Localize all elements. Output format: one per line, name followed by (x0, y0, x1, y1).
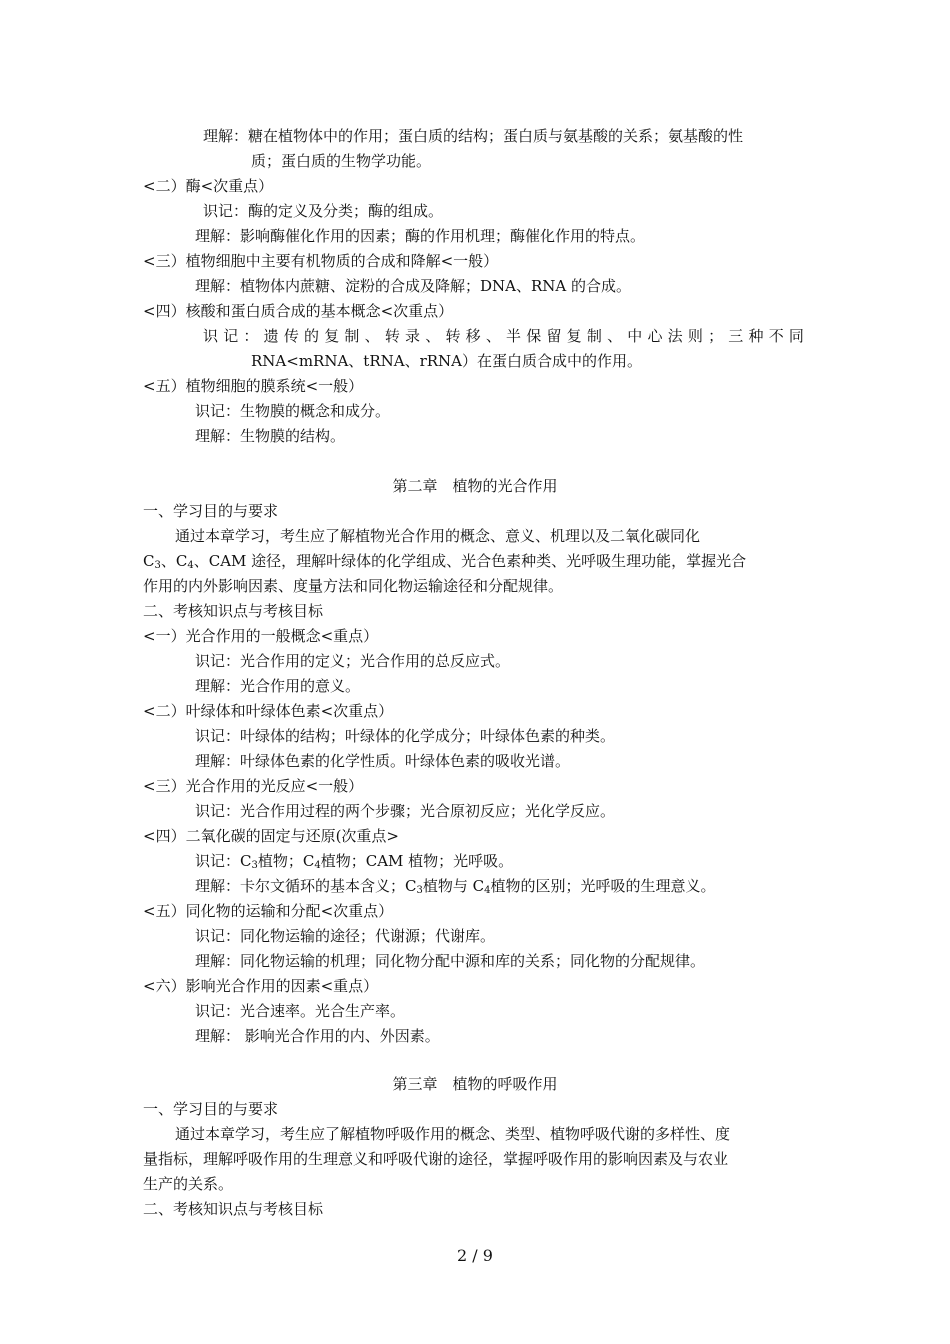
glyph: 复 (566, 327, 582, 345)
text-line: 识记：生物膜的概念和成分。 (195, 402, 391, 420)
glyph: 复 (324, 327, 340, 345)
text-line: 理解：光合作用的意义。 (195, 677, 361, 695)
glyph: 三 (728, 327, 744, 345)
glyph: 识 (203, 327, 219, 345)
glyph: 制 (586, 327, 602, 345)
glyph: 保 (526, 327, 542, 345)
glyph: 不 (768, 327, 784, 345)
glyph: 、 (364, 327, 380, 345)
section-heading: <三）植物细胞中主要有机物质的合成和降解<一般） (143, 252, 499, 270)
text-line: 理解： 影响光合作用的内、外因素。 (195, 1027, 440, 1045)
glyph: 、 (485, 327, 501, 345)
paragraph-line: $C_3$、$C_4$、CAM 途径，理解叶绿体的化学组成、光合色素种类、光呼吸生理功能，掌握光合 (143, 552, 747, 571)
glyph: 转 (384, 327, 400, 345)
subsection-heading: <五）同化物的运输和分配<次重点） (143, 902, 394, 920)
text-line: 理解：影响酶催化作用的因素；酶的作用机理；酶催化作用的特点。 (195, 227, 646, 245)
subsection-heading: <四）二氧化碳的固定与还原(次重点> (143, 827, 399, 845)
section-heading: <四）核酸和蛋白质合成的基本概念<次重点） (143, 302, 454, 320)
subsection-heading: <六）影响光合作用的因素<重点） (143, 977, 379, 995)
glyph: 则 (687, 327, 703, 345)
chapter-title: 第三章 植物的呼吸作用 (392, 1075, 558, 1093)
text-line: 理解：卡尔文循环的基本含义；$C_3$植物与 $C_4$植物的区别；光呼吸的生理意义。 (195, 877, 716, 896)
section-heading: <五）植物细胞的膜系统<一般） (143, 377, 364, 395)
glyph: 法 (667, 327, 683, 345)
glyph: 、 (425, 327, 441, 345)
text-line: 识记：同化物运输的途径；代谢源；代谢库。 (195, 927, 496, 945)
glyph: 转 (445, 327, 461, 345)
glyph: 录 (405, 327, 421, 345)
glyph: 留 (546, 327, 562, 345)
glyph: 中 (627, 327, 643, 345)
section-heading: 一、学习目的与要求 (143, 502, 279, 520)
subsection-heading: <二）叶绿体和叶绿体色素<次重点） (143, 702, 394, 720)
text-line: 识记：光合作用的定义；光合作用的总反应式。 (195, 652, 511, 670)
glyph: 传 (283, 327, 299, 345)
text-line: 理解：植物体内蔗糖、淀粉的合成及降解；DNA、RNA 的合成。 (195, 277, 632, 295)
text-line: 理解：生物膜的结构。 (195, 427, 346, 445)
text-line: 识记：光合速率。光合生产率。 (195, 1002, 406, 1020)
paragraph-line: 通过本章学习，考生应了解植物光合作用的概念、意义、机理以及二氧化碳同化 (175, 527, 701, 545)
text-line: 识记：$C_3$植物；$C_4$植物；CAM 植物；光呼吸。 (195, 852, 514, 871)
glyph: 同 (788, 327, 804, 345)
glyph: 、 (607, 327, 623, 345)
glyph: 的 (304, 327, 320, 345)
section-heading: 二、考核知识点与考核目标 (143, 602, 324, 620)
paragraph-line: 通过本章学习，考生应了解植物呼吸作用的概念、类型、植物呼吸代谢的多样性、度 (175, 1125, 731, 1143)
subsection-heading: <一）光合作用的一般概念<重点） (143, 627, 379, 645)
glyph: ： (243, 327, 259, 345)
glyph: 半 (506, 327, 522, 345)
paragraph-line: 量指标，理解呼吸作用的生理意义和呼吸代谢的途径，掌握呼吸作用的影响因素及与农业 (143, 1150, 729, 1168)
justified-text-line (203, 326, 804, 346)
text-line: 理解：叶绿体色素的化学性质。叶绿体色素的吸收光谱。 (195, 752, 571, 770)
paragraph-line: 作用的内外影响因素、度量方法和同化物运输途径和分配规律。 (143, 577, 564, 595)
text-line: 识记：酶的定义及分类；酶的组成。 (203, 202, 444, 220)
glyph: 移 (465, 327, 481, 345)
glyph: 种 (748, 327, 764, 345)
text-line: RNA<mRNA、tRNA、rRNA）在蛋白质合成中的作用。 (251, 352, 642, 370)
text-line: 质；蛋白质的生物学功能。 (251, 152, 432, 170)
glyph: 制 (344, 327, 360, 345)
text-line: 识记：叶绿体的结构；叶绿体的化学成分；叶绿体色素的种类。 (195, 727, 616, 745)
chapter-title: 第二章 植物的光合作用 (392, 477, 558, 495)
paragraph-line: 生产的关系。 (143, 1175, 234, 1193)
glyph: ； (708, 327, 724, 345)
glyph: 记 (223, 327, 239, 345)
section-heading: 一、学习目的与要求 (143, 1100, 279, 1118)
page-number: 2 / 9 (457, 1246, 493, 1265)
section-heading: <二）酶<次重点） (143, 177, 274, 195)
glyph: 心 (647, 327, 663, 345)
glyph: 遗 (263, 327, 279, 345)
subsection-heading: <三）光合作用的光反应<一般） (143, 777, 364, 795)
section-heading: 二、考核知识点与考核目标 (143, 1200, 324, 1218)
text-line: 理解：糖在植物体中的作用；蛋白质的结构；蛋白质与氨基酸的关系；氨基酸的性 (203, 127, 744, 145)
text-line: 理解：同化物运输的机理；同化物分配中源和库的关系；同化物的分配规律。 (195, 952, 706, 970)
text-line: 识记：光合作用过程的两个步骤；光合原初反应；光化学反应。 (195, 802, 616, 820)
